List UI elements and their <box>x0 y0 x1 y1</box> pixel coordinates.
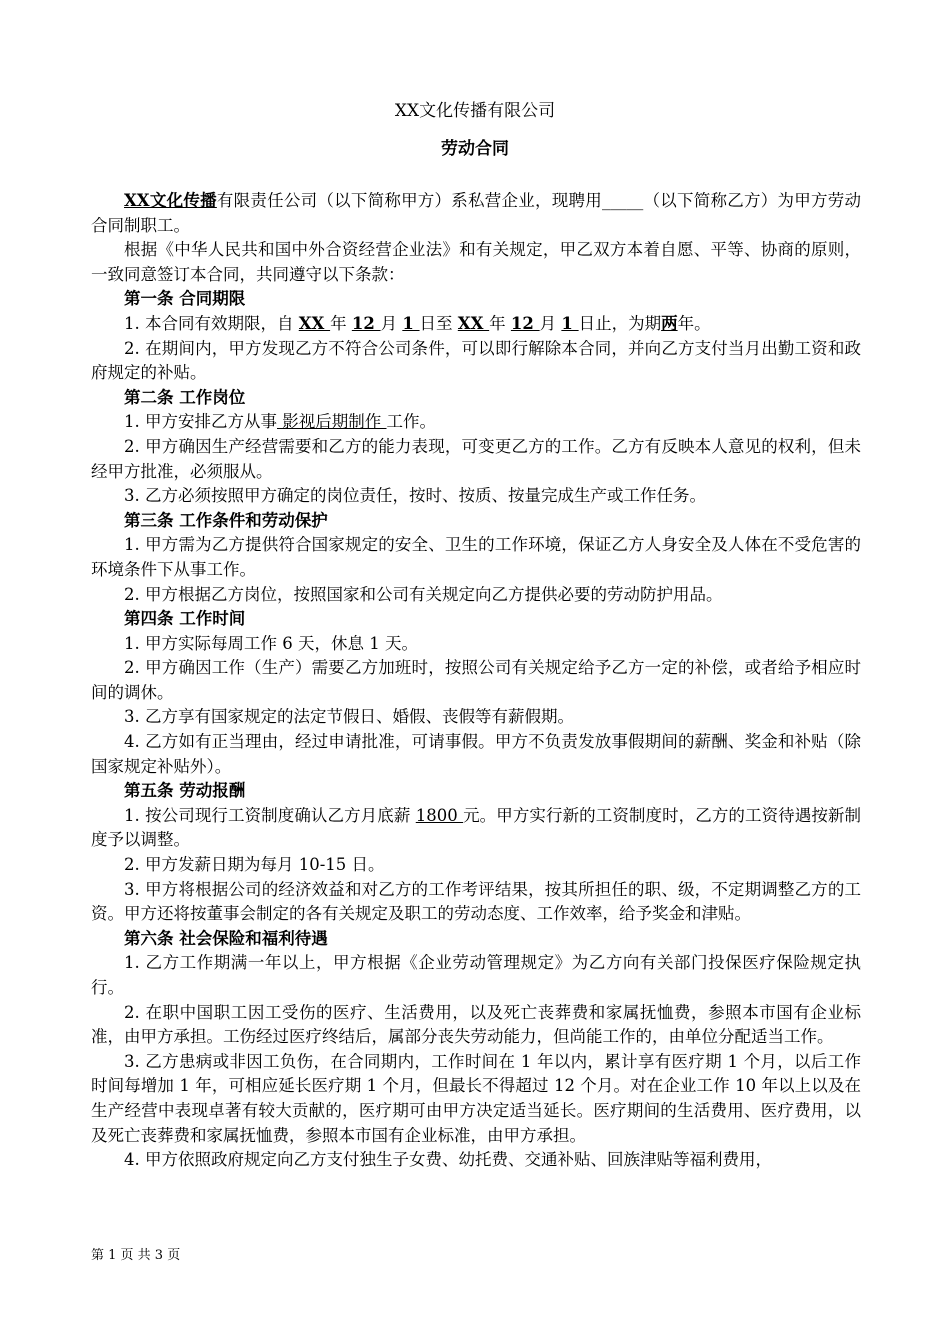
article-5-clause-1: 1. 按公司现行工资制度确认乙方月底薪 1800 元。甲方实行新的工资制度时，乙方的工资待遇按新制度予以调整。 <box>91 805 862 850</box>
company-title: XX文化传播有限公司 <box>394 101 556 121</box>
intro-paragraph-1: XX文化传播有限责任公司（以下简称甲方）系私营企业，现聘用_____（以下简称乙方）为甲方劳动合同制职工。 <box>91 191 862 235</box>
article-3-clause-2: 2. 甲方根据乙方岗位，按照国家和公司有关规定向乙方提供必要的劳动防护用品。 <box>124 584 723 604</box>
intro-paragraph-2: 根据《中华人民共和国中外合资经营企业法》和有关规定，甲乙双方本着自愿、平等、协商的原则，一致同意签订本合同，共同遵守以下条款： <box>91 240 861 284</box>
article-3-clause-1: 1. 甲方需为乙方提供符合国家规定的安全、卫生的工作环境，保证乙方人身安全及人体在不受危害的环境条件下从事工作。 <box>91 535 861 579</box>
job-position: 影视后期制作 <box>277 412 387 432</box>
contract-body <box>91 189 861 1173</box>
party-a-name: XX文化传播 <box>124 191 217 210</box>
article-2-heading: 第二条 工作岗位 <box>124 387 246 407</box>
article-2-clause-2: 2. 甲方确因生产经营需要和乙方的能力表现，可变更乙方的工作。乙方有反映本人意见的权利，但未经甲方批准，必须服从。 <box>91 436 861 481</box>
end-month: 12 <box>510 313 540 333</box>
article-5-clause-2: 2. 甲方发薪日期为每月 10-15 日。 <box>124 855 385 875</box>
article-4-heading: 第四条 工作时间 <box>124 609 246 629</box>
start-year: XX <box>298 313 331 333</box>
article-6-clause-4: 4. 甲方依照政府规定向乙方支付独生子女费、幼托费、交通补贴、回族津贴等福利费用， <box>124 1150 772 1170</box>
article-6-clause-3: 3. 乙方患病或非因工负伤，在合同期内，工作时间在 1 年以内，累计享有医疗期 1 个月，以后工作时间每增加 1 年，可相应延长医疗期 1 个月，但最长不得超过 12 个月。对在企业工作 10 年以上以及在生产经营中表现卓著有较大贡献的，医疗期可由甲方决定适当延长。医疗期间的生活费用、医疗费用，以及死亡丧葬费和家属抚恤费，参照本市国有企业标准，由甲方承担。 <box>91 1051 861 1145</box>
party-b-blank: _____ <box>602 191 644 210</box>
article-4-clause-1: 1. 甲方实际每周工作 6 天，休息 1 天。 <box>124 633 418 653</box>
end-day: 1 <box>561 313 579 333</box>
article-4-clause-3: 3. 乙方享有国家规定的法定节假日、婚假、丧假等有薪假期。 <box>124 707 574 727</box>
base-salary: 1800 <box>415 805 464 825</box>
article-4-clause-2: 2. 甲方确因工作（生产）需要乙方加班时，按照公司有关规定给予乙方一定的补偿，或者给予相应时间的调休。 <box>91 658 861 702</box>
article-5-heading: 第五条 劳动报酬 <box>124 781 246 801</box>
article-4-clause-4: 4. 乙方如有正当理由，经过申请批准，可请事假。甲方不负责发放事假期间的薪酬、奖金和补贴（除国家规定补贴外）。 <box>91 732 861 776</box>
article-1-heading: 第一条 合同期限 <box>124 289 246 309</box>
article-3-heading: 第三条 工作条件和劳动保护 <box>124 510 328 530</box>
article-6-clause-2: 2. 在职中国职工因工受伤的医疗、生活费用，以及死亡丧葬费和家属抚恤费，参照本市国有企业标准，由甲方承担。工伤经过医疗终结后，属部分丧失劳动能力，但尚能工作的，由单位分配适当工作。 <box>91 1002 861 1047</box>
start-month: 12 <box>351 313 381 333</box>
article-2-clause-3: 3. 乙方必须按照甲方确定的岗位责任，按时、按质、按量完成生产或工作任务。 <box>124 486 706 506</box>
article-1-clause-2: 2. 在期间内，甲方发现乙方不符合公司条件，可以即行解除本合同，并向乙方支付当月出勤工资和政府规定的补贴。 <box>91 338 861 383</box>
start-day: 1 <box>402 313 420 333</box>
contract-title: 劳动合同 <box>441 139 509 159</box>
article-1-clause-1: 1. 本合同有效期限，自 XX 年 12 月 1 日至 XX 年 12 月 1 日止，为期两年。 <box>124 313 711 333</box>
article-6-heading: 第六条 社会保险和福利待遇 <box>124 928 328 948</box>
article-6-clause-1: 1. 乙方工作期满一年以上，甲方根据《企业劳动管理规定》为乙方向有关部门投保医疗保险规定执行。 <box>91 953 861 997</box>
end-year: XX <box>457 313 490 333</box>
article-5-clause-3: 3. 甲方将根据公司的经济效益和对乙方的工作考评结果，按其所担任的职、级，不定期调整乙方的工资。甲方还将按董事会制定的各有关规定及职工的劳动态度、工作效率，给予奖金和津贴。 <box>91 879 861 924</box>
page-footer: 第 1 页 共 3 页 <box>91 1248 181 1263</box>
article-2-clause-1: 1. 甲方安排乙方从事 影视后期制作 工作。 <box>124 412 436 432</box>
contract-term: 两 <box>661 313 678 333</box>
